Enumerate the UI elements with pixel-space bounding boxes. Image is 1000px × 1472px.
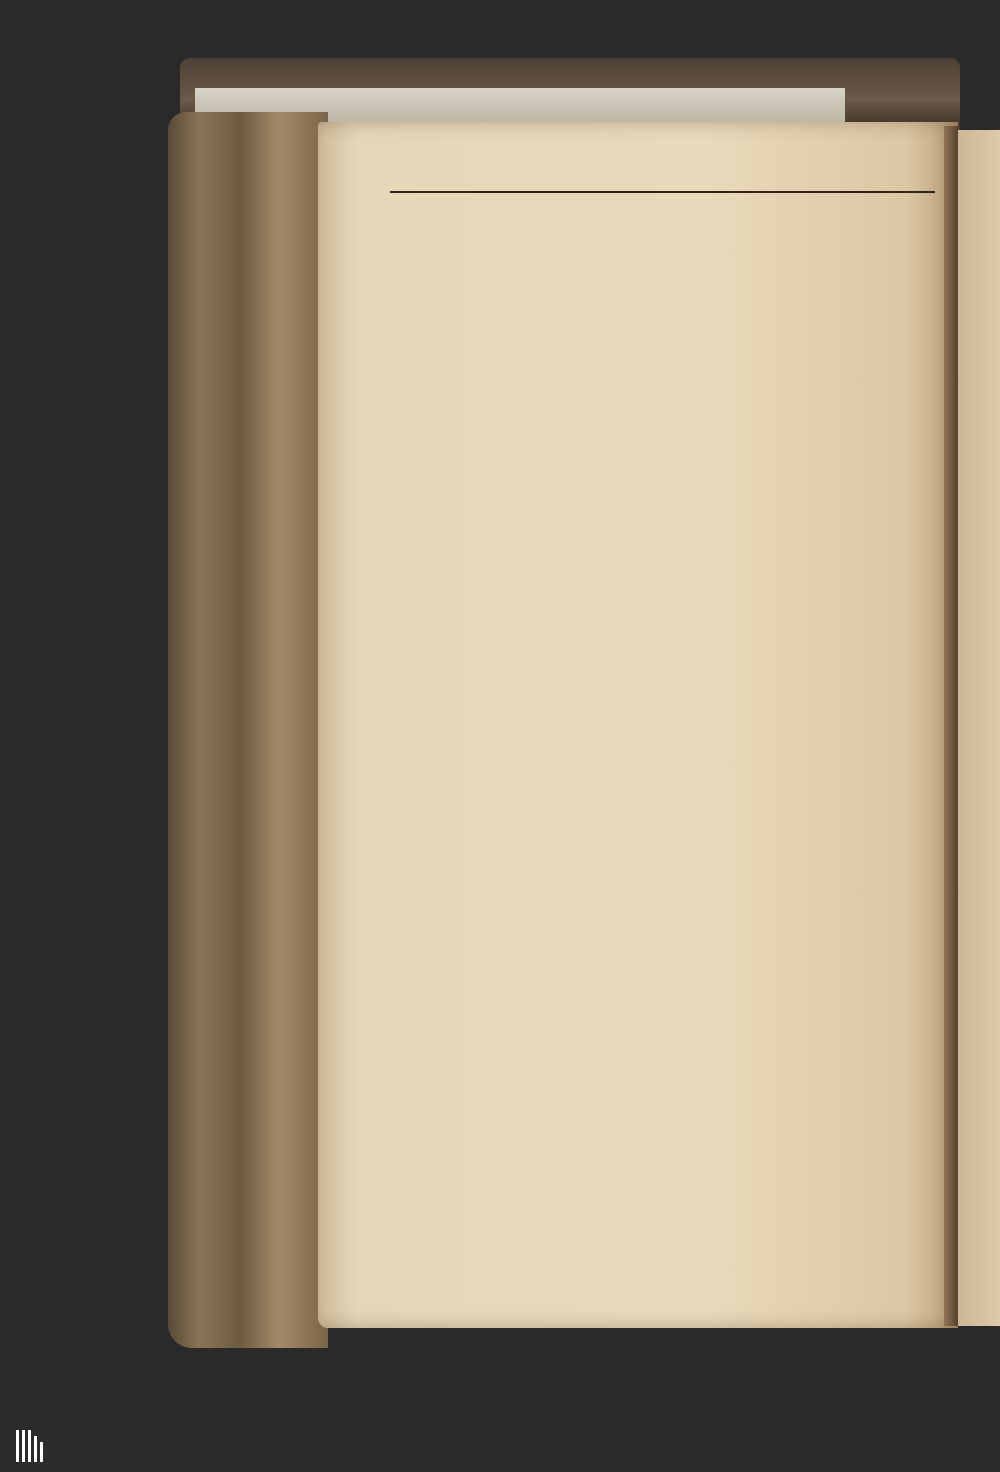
left-page xyxy=(318,122,958,1328)
right-page-fragment xyxy=(958,130,1000,1326)
catchword xyxy=(390,199,935,232)
library-footer xyxy=(0,1420,1000,1472)
book-page-edges xyxy=(168,112,328,1348)
page-header xyxy=(390,155,935,193)
page-text xyxy=(390,155,935,232)
library-logo-icon xyxy=(14,1426,48,1466)
